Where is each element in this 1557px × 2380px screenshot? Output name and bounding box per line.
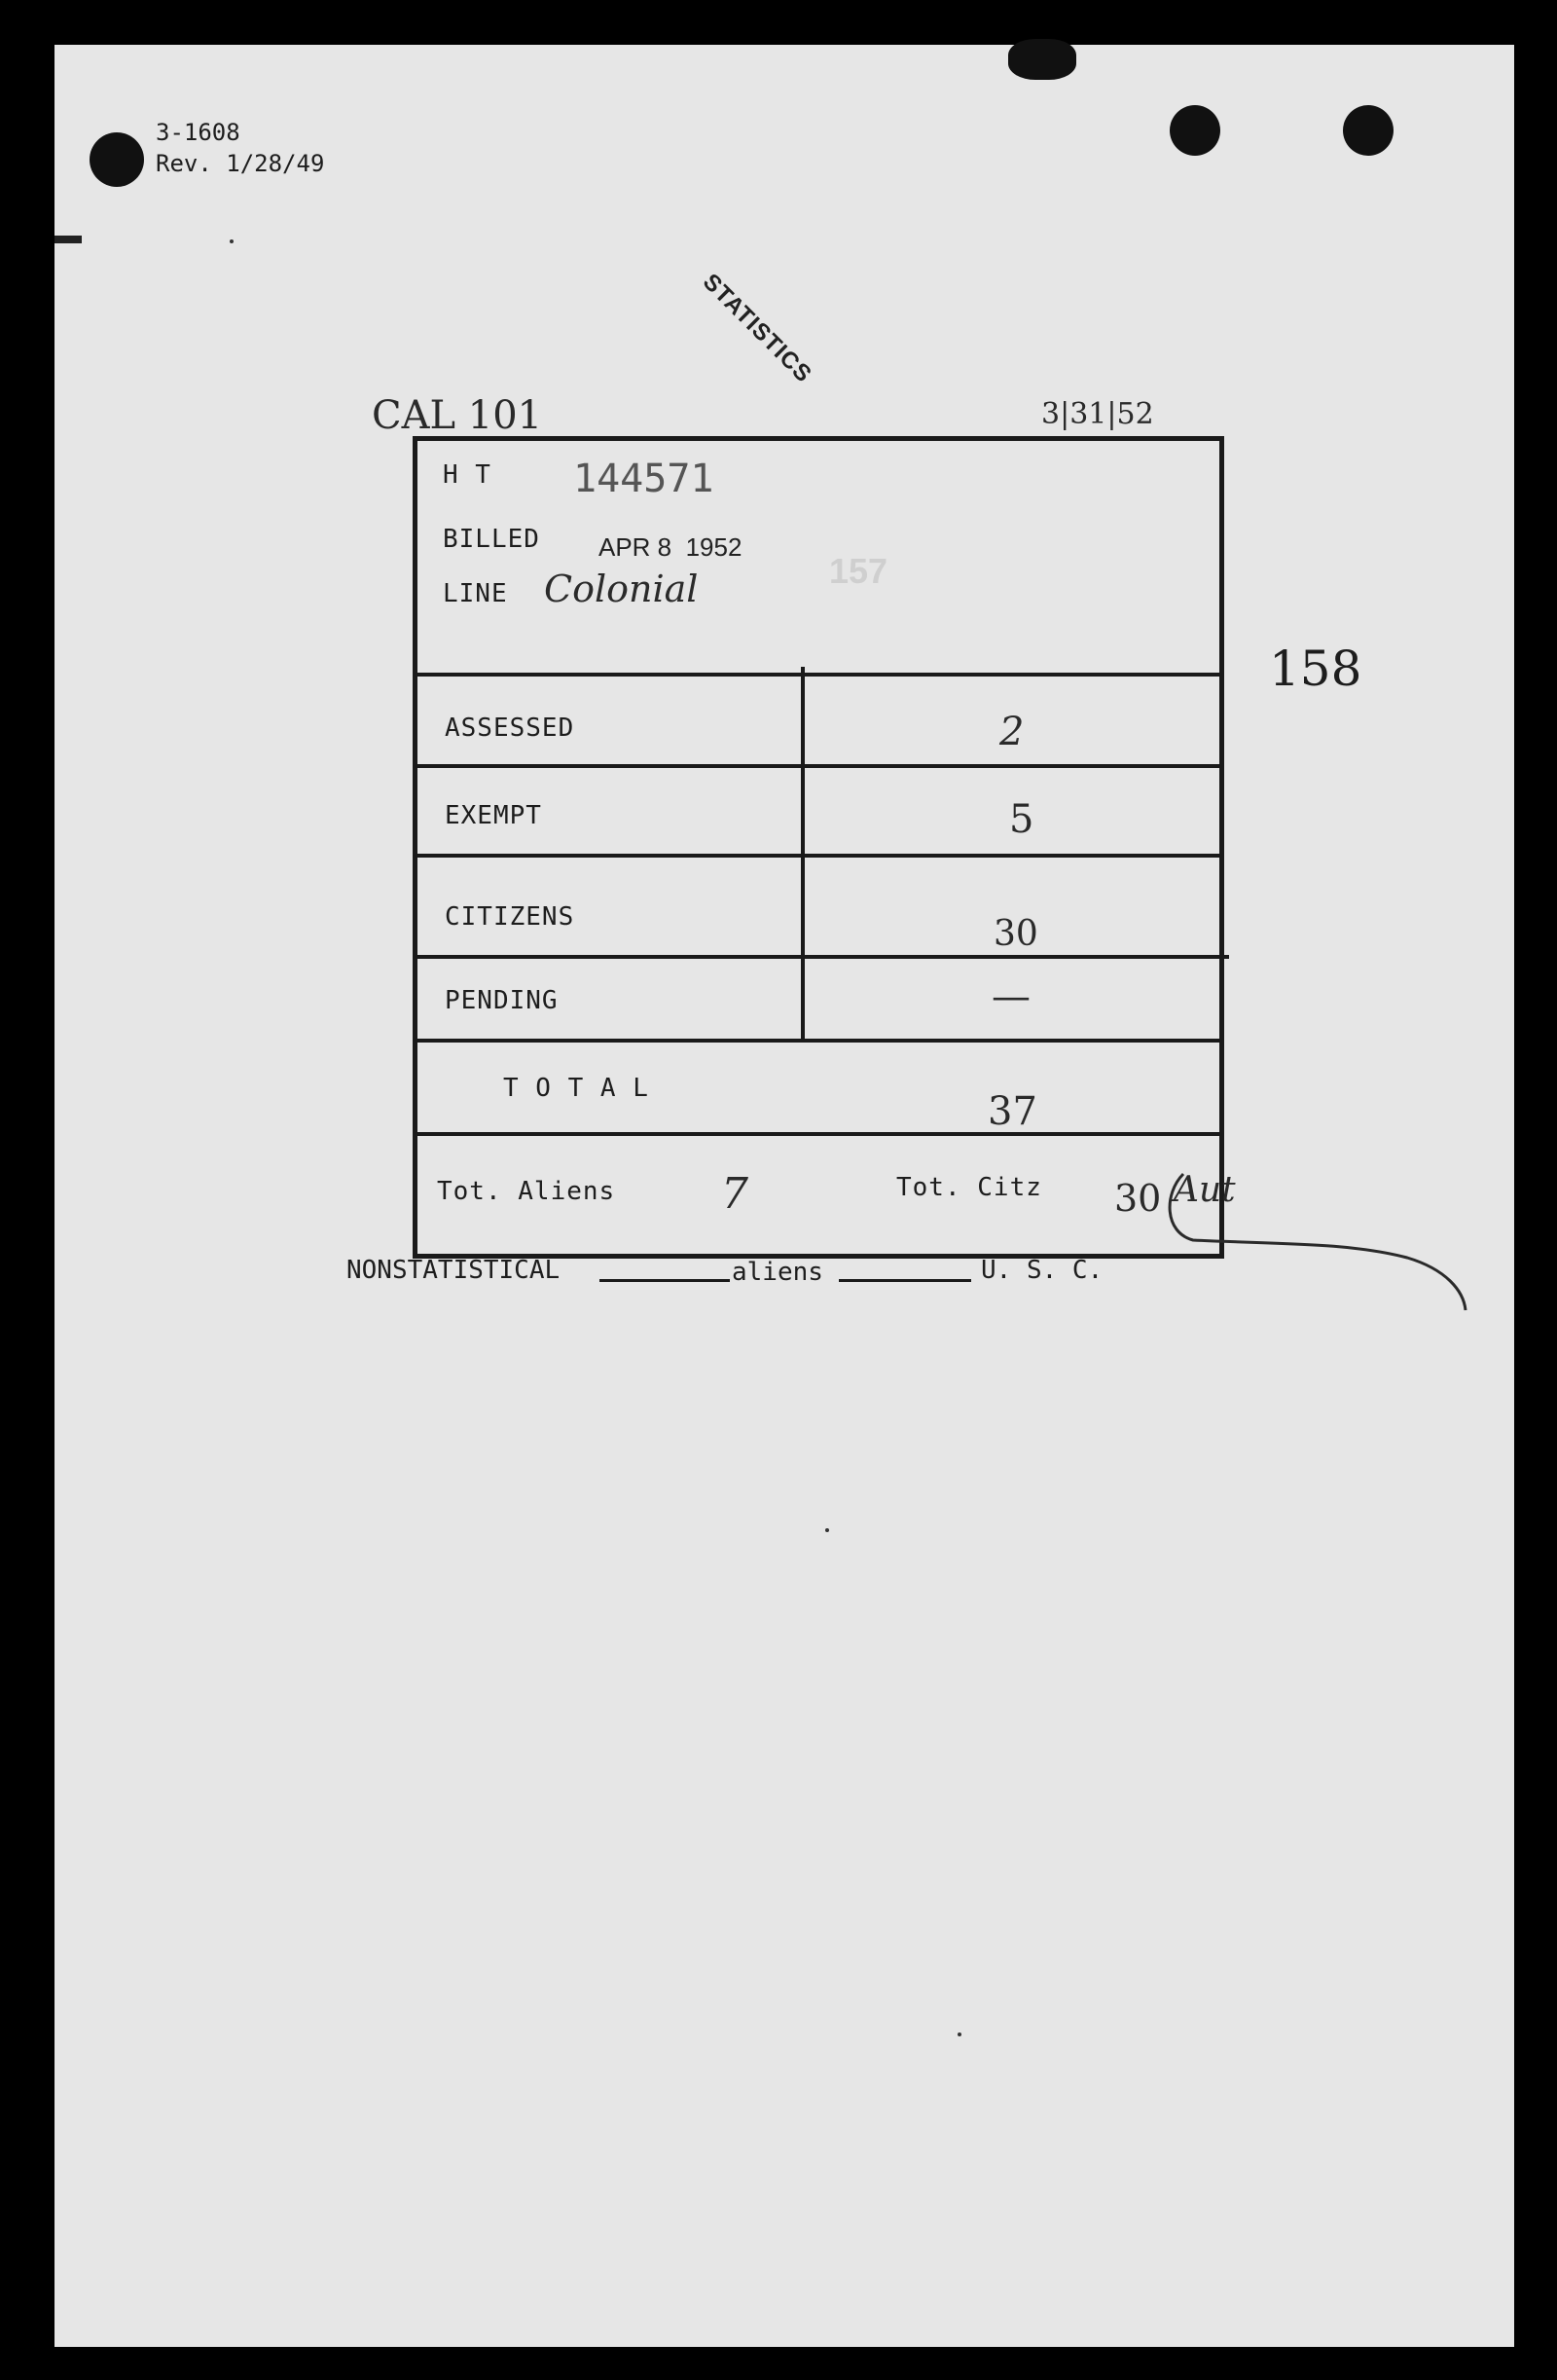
edge-mark xyxy=(54,236,82,243)
exempt-value: 5 xyxy=(1009,797,1034,842)
signature-flourish xyxy=(1154,1154,1485,1320)
form-number: 3-1608 xyxy=(156,119,240,146)
nonstatistical-label: NONSTATISTICAL xyxy=(346,1256,561,1285)
billed-label: BILLED xyxy=(443,525,540,554)
statistics-stamp: STATISTICS xyxy=(697,269,817,388)
ht-label: H T xyxy=(443,460,491,490)
aliens-label: aliens xyxy=(732,1258,823,1287)
aliens-blank xyxy=(839,1279,971,1282)
tot-citz-value: 30 xyxy=(1114,1177,1162,1220)
tot-aliens-value: 7 xyxy=(721,1169,748,1219)
total-label: T O T A L xyxy=(503,1074,649,1103)
document-page xyxy=(54,45,1514,2347)
faint-number: 157 xyxy=(829,551,888,591)
top-edge-mark xyxy=(1008,39,1076,80)
punch-hole-right-2 xyxy=(1343,105,1394,156)
paper-speck xyxy=(825,1528,829,1532)
statistics-form-table xyxy=(413,436,1224,1259)
citizens-value: 30 xyxy=(994,914,1038,954)
punch-hole-right-1 xyxy=(1170,105,1220,156)
form-revision: Rev. 1/28/49 xyxy=(156,150,325,177)
assessed-label: ASSESSED xyxy=(445,714,575,743)
billed-date-stamp: APR 8 1952 xyxy=(598,532,742,562)
total-value: 37 xyxy=(988,1089,1037,1134)
paper-speck xyxy=(958,2032,961,2036)
tot-citz-label: Tot. Citz xyxy=(896,1173,1042,1202)
handwritten-reference: CAL 101 xyxy=(372,393,543,438)
tot-aliens-label: Tot. Aliens xyxy=(437,1177,616,1206)
signature-initials: Aut xyxy=(1174,1170,1236,1210)
handwritten-date: 3|31|52 xyxy=(1041,397,1154,431)
pending-value: — xyxy=(992,974,1031,1019)
page-number: 158 xyxy=(1269,641,1362,697)
nonstatistical-blank xyxy=(599,1279,730,1282)
citizens-label: CITIZENS xyxy=(445,902,575,932)
line-value: Colonial xyxy=(544,568,699,610)
exempt-label: EXEMPT xyxy=(445,801,542,830)
punch-hole-left xyxy=(90,132,144,187)
assessed-value: 2 xyxy=(999,710,1025,754)
usc-label: U. S. C. xyxy=(981,1256,1104,1285)
ht-value: 144571 xyxy=(573,457,714,501)
paper-speck xyxy=(230,239,234,243)
pending-label: PENDING xyxy=(445,986,559,1015)
line-label: LINE xyxy=(443,579,508,608)
